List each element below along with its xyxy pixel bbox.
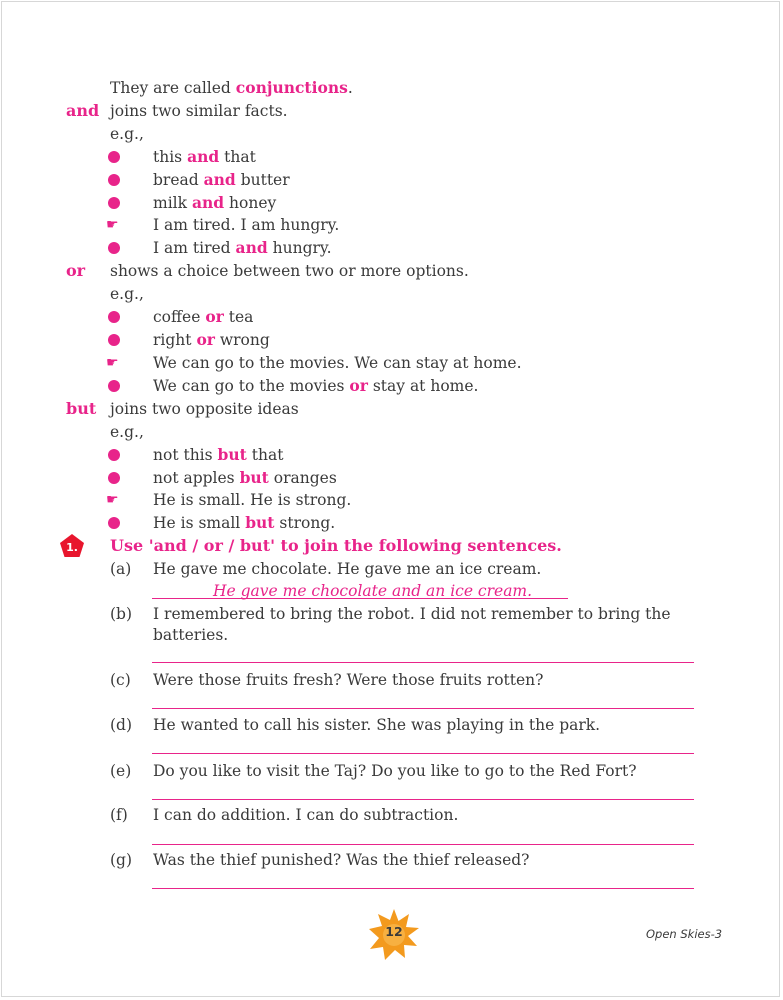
bullet-icon (108, 311, 120, 323)
but-example-4: He is small but strong. (153, 513, 336, 532)
bullet-icon (108, 174, 120, 186)
or-label: or (66, 261, 86, 280)
or-example-1: coffee or tea (153, 307, 254, 326)
and-example-4: I am tired. I am hungry. (153, 216, 340, 234)
bullet-icon (108, 517, 120, 529)
bullet-icon (108, 449, 120, 461)
exercise-number: 1. (66, 541, 78, 554)
exercise-heading: Use 'and / or / but' to join the following sentences. (110, 536, 562, 555)
exercise-label-g: (g) (110, 851, 133, 869)
answer-line-a (152, 598, 568, 599)
and-example-5: I am tired and hungry. (153, 238, 332, 257)
and-example-1: this and that (153, 147, 256, 166)
or-eg: e.g., (110, 285, 144, 303)
but-example-3: He is small. He is strong. (153, 491, 352, 509)
exercise-text-b: I remembered to bring the robot. I did not remember to bring the (153, 605, 671, 623)
answer-line-e[interactable] (152, 799, 694, 800)
exercise-label-e: (e) (110, 762, 132, 780)
answer-line-b[interactable] (152, 662, 694, 663)
exercise-text-e: Do you like to visit the Taj? Do you like to go to the Red Fort? (153, 762, 637, 780)
pointing-hand-icon: ☛ (106, 355, 119, 371)
answer-line-d[interactable] (152, 753, 694, 754)
book-title: Open Skies-3 (646, 927, 723, 941)
pointing-hand-icon: ☛ (106, 217, 119, 233)
bullet-icon (108, 472, 120, 484)
but-example-1: not this but that (153, 445, 284, 464)
answer-line-f[interactable] (152, 844, 694, 845)
answer-line-g[interactable] (152, 888, 694, 889)
but-label: but (66, 399, 97, 418)
intro-line: They are called conjunctions. (110, 78, 353, 97)
page-number: 12 (385, 924, 403, 939)
or-example-4: We can go to the movies or stay at home. (153, 376, 479, 395)
answer-line-c[interactable] (152, 708, 694, 709)
bullet-icon (108, 380, 120, 392)
exercise-label-b: (b) (110, 605, 133, 623)
answer-text-a: He gave me chocolate and an ice cream. (213, 582, 533, 600)
or-example-2: right or wrong (153, 330, 270, 349)
exercise-text-b-cont: batteries. (153, 626, 229, 644)
exercise-label-a: (a) (110, 560, 132, 578)
exercise-text-f: I can do addition. I can do subtraction. (153, 806, 459, 824)
or-description: shows a choice between two or more options. (110, 262, 469, 280)
but-example-2: not apples but oranges (153, 468, 337, 487)
and-eg: e.g., (110, 125, 144, 143)
bullet-icon (108, 334, 120, 346)
bullet-icon (108, 151, 120, 163)
pointing-hand-icon: ☛ (106, 492, 119, 508)
exercise-number-badge (59, 533, 85, 559)
and-example-3: milk and honey (153, 193, 277, 212)
bullet-icon (108, 242, 120, 254)
exercise-text-c: Were those fruits fresh? Were those fruits rotten? (153, 671, 544, 689)
exercise-label-d: (d) (110, 716, 133, 734)
but-eg: e.g., (110, 423, 144, 441)
and-description: joins two similar facts. (110, 102, 288, 120)
exercise-text-g: Was the thief punished? Was the thief released? (153, 851, 530, 869)
exercise-label-c: (c) (110, 671, 131, 689)
exercise-label-f: (f) (110, 806, 128, 824)
or-example-3: We can go to the movies. We can stay at home. (153, 354, 522, 372)
exercise-text-a: He gave me chocolate. He gave me an ice cream. (153, 560, 542, 578)
bullet-icon (108, 197, 120, 209)
and-example-2: bread and butter (153, 170, 290, 189)
exercise-text-d: He wanted to call his sister. She was playing in the park. (153, 716, 601, 734)
but-description: joins two opposite ideas (110, 400, 299, 418)
and-label: and (66, 101, 100, 120)
